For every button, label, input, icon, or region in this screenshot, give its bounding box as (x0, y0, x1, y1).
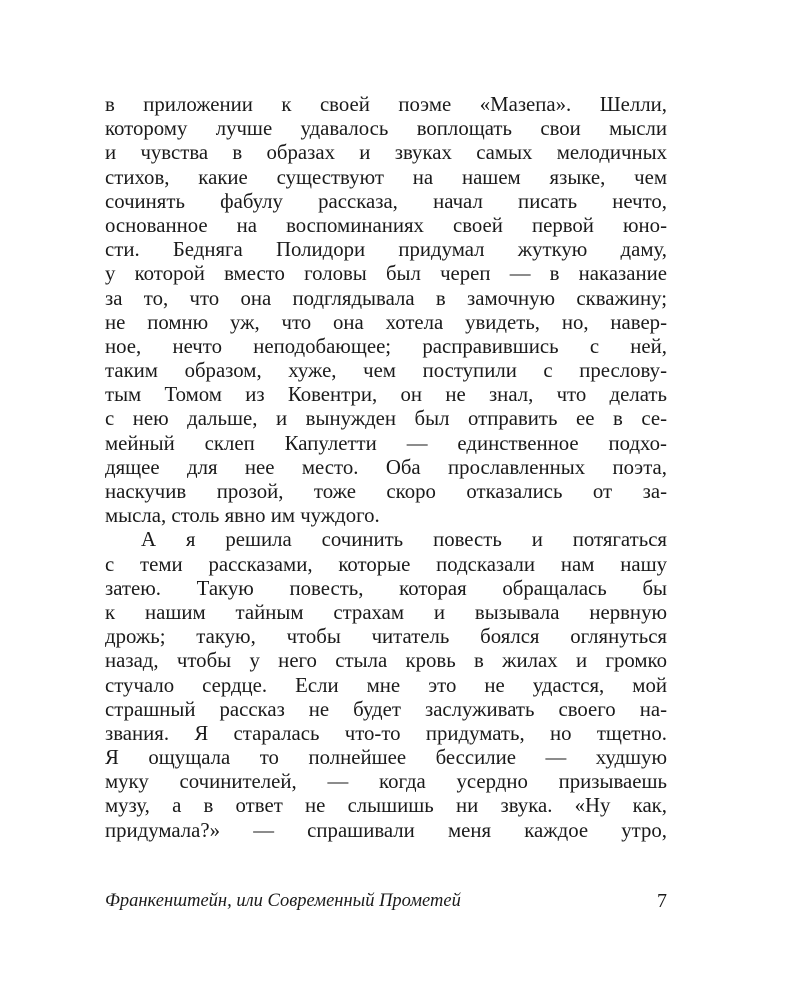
text-line: мейный склеп Капулетти — единственное подхо- (105, 431, 667, 455)
text-line: придумала?» — спрашивали меня каждое утро, (105, 818, 667, 842)
paragraph-first-line: А я решила сочинить повесть и потягаться (141, 528, 667, 552)
text-line: к нашим тайным страхам и вызывала нервную (105, 600, 667, 624)
text-line: ное, нечто неподобающее; расправившись с ней, (105, 334, 667, 358)
text-line: у которой вместо головы был череп — в наказание (105, 262, 667, 286)
text-line: не помню уж, что она хотела увидеть, но, навер- (105, 310, 667, 334)
text-line: которому лучше удавалось воплощать свои мысли (105, 117, 667, 141)
text-line: Я ощущала то полнейшее бессилие — худшую (105, 746, 667, 770)
page-number: 7 (657, 890, 667, 912)
text-line: назад, чтобы у него стыла кровь в жилах и громко (105, 649, 667, 673)
text-line: дящее для нее место. Оба прославленных поэта, (105, 455, 667, 479)
page-footer (105, 888, 667, 914)
running-footer-title: Франкенштейн, или Современный Прометей (105, 891, 461, 911)
text-line: страшный рассказ не будет заслуживать своего на- (105, 697, 667, 721)
text-line: с нею дальше, и вынужден был отправить ее в се- (105, 407, 667, 431)
text-line: основанное на воспоминаниях своей первой юно- (105, 213, 667, 237)
text-line: дрожь; такую, чтобы читатель боялся оглянуться (105, 625, 667, 649)
text-line: таким образом, хуже, чем поступили с преслову- (105, 359, 667, 383)
text-line: за то, что она подглядывала в замочную скважину; (105, 286, 667, 310)
body-text (105, 93, 667, 843)
text-line: наскучив прозой, тоже скоро отказались от за- (105, 480, 667, 503)
text-line: тым Томом из Ковентри, он не знал, что делать (105, 383, 667, 407)
text-line: и чувства в образах и звуках самых мелодичных (105, 141, 667, 165)
text-line: стучало сердце. Если мне это не удастся, мой (105, 673, 667, 697)
text-line: с теми рассказами, которые подсказали нам нашу (105, 552, 667, 576)
paragraph-last-line: мысла, столь явно им чуждого. (105, 504, 380, 528)
text-line: в приложении к своей поэме «Мазепа». Шелли, (105, 93, 667, 116)
text-line: звания. Я старалась что-то придумать, но тщетно. (105, 721, 667, 745)
text-line: затею. Такую повесть, которая обращалась бы (105, 576, 667, 600)
text-line: муку сочинителей, — когда усердно призываешь (105, 770, 667, 794)
text-line: сочинять фабулу рассказа, начал писать нечто, (105, 189, 667, 213)
text-line: стихов, какие существуют на нашем языке, чем (105, 165, 667, 189)
text-line: сти. Бедняга Полидори придумал жуткую даму, (105, 238, 667, 262)
text-line: музу, а в ответ не слышишь ни звука. «Ну как, (105, 794, 667, 818)
